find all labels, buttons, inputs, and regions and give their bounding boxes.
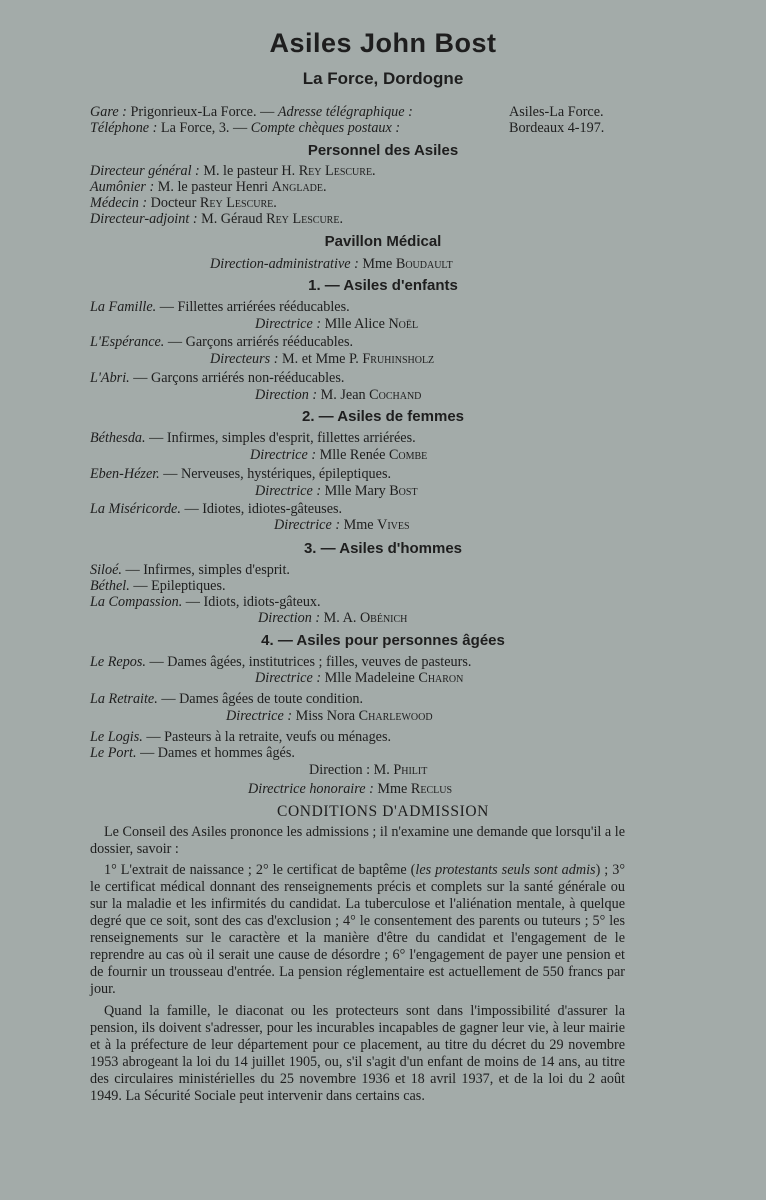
asile-description: — Garçons arriérés non-rééducables. (133, 370, 345, 386)
text-run-italic: les protestants seuls sont admis (415, 862, 596, 878)
pavillon-name: Boudault (395, 256, 453, 272)
asile-director (210, 351, 434, 367)
staff-prefix: Docteur (150, 195, 197, 211)
text-run: 1° L'extrait de naissance ; 2° le certificat de baptême ( (104, 862, 416, 878)
staff-role: Médecin : (90, 195, 148, 211)
asile-director (309, 762, 427, 778)
asile-name: La Miséricorde. (90, 501, 181, 517)
telegraph-label: Adresse télégraphique : (277, 104, 413, 120)
asile-name: Le Logis. (90, 729, 143, 745)
asile-entry (90, 729, 391, 745)
asile-entry (90, 691, 363, 707)
asile-description: — Idiotes, idiotes-gâteuses. (184, 501, 343, 517)
asile-name: Le Port. (90, 745, 137, 761)
phone-label: Téléphone : (90, 120, 158, 136)
asile-director (255, 670, 463, 686)
asile-name: Béthel. (90, 578, 130, 594)
asile-name: Béthesda. (90, 430, 146, 446)
asile-description: — Garçons arriérés rééducables. (167, 334, 354, 350)
pavillon-prefix: Mme (362, 256, 393, 272)
asile-name: L'Espérance. (90, 334, 165, 350)
asile-entry (90, 745, 295, 761)
staff-name: Rey Lescure. (298, 163, 376, 179)
director-name: Vives (377, 517, 410, 533)
conditions-paragraph-1 (90, 862, 625, 998)
asile-entry (90, 334, 353, 350)
director-name: Fruhinsholz (362, 351, 435, 367)
director-role: Directrice : (255, 670, 322, 686)
director-role: Directrice honoraire : (248, 781, 374, 797)
asile-description: — Infirmes, simples d'esprit. (125, 562, 290, 578)
staff-name: Anglade. (271, 179, 327, 195)
asile-name: La Compassion. (90, 594, 183, 610)
asile-director (274, 517, 410, 533)
director-role: Directeurs : (210, 351, 279, 367)
phone-value: La Force, 3. (160, 120, 230, 136)
director-name: Reclus (410, 781, 453, 797)
asile-entry (90, 594, 321, 610)
director-name: Charlewood (358, 708, 433, 724)
ages-heading: 4. — Asiles pour personnes âgées (261, 632, 505, 649)
asile-entry (90, 299, 350, 315)
director-role: Direction : (255, 387, 318, 403)
asile-name: Eben-Hézer. (90, 466, 160, 482)
director-prefix: Mlle Mary (324, 483, 386, 499)
contact-line-1 (90, 104, 413, 120)
staff-row (90, 163, 376, 179)
asile-director-honoraire (248, 781, 452, 797)
director-prefix: Miss Nora (295, 708, 356, 724)
director-prefix: Mlle Madeleine (324, 670, 415, 686)
asile-description: — Dames âgées de toute condition. (161, 691, 364, 707)
conditions-heading: CONDITIONS D'ADMISSION (277, 803, 489, 820)
director-name: Cochand (369, 387, 422, 403)
staff-name: Rey Lescure. (199, 195, 277, 211)
text-run: ) ; 3° le certificat médical donnant des renseignements précis et complets sur la santé générale ou sur la maladie et les infirmités du candidat. La tuberculose et l'aliénation mentale, à quelque degré que ce soit, sont des cas d'exclusion ; 4° le consentement des parents ou tuteurs ; 5° les renseignements sur le caractère et la manière d'être du candidat et l'engagement de le reprendre au cas où il serait une cause de désordre ; 6° l'engagement de payer une pension et de fournir un trousseau d'entrée. La pension réglementaire est actuellement de 550 francs par jour. (90, 862, 626, 997)
asile-entry (90, 562, 290, 578)
asile-description: — Dames âgées, institutrices ; filles, veuves de pasteurs. (149, 654, 472, 670)
asile-director (250, 447, 427, 463)
asile-name: La Retraite. (90, 691, 158, 707)
director-role: Directrice : (255, 483, 322, 499)
conditions-intro: Le Conseil des Asiles prononce les admissions ; il n'examine une demande que lorsqu'il a le dossier, savoir : (90, 824, 625, 857)
asile-entry (90, 578, 226, 594)
asile-name: L'Abri. (90, 370, 130, 386)
director-name: Charon (418, 670, 464, 686)
asile-name: Le Repos. (90, 654, 146, 670)
asile-name: Siloé. (90, 562, 122, 578)
cheques-value: Bordeaux 4-197. (509, 120, 605, 136)
asile-description: — Fillettes arriérées rééducables. (159, 299, 350, 315)
pavillon-role: Direction-administrative : (210, 256, 359, 272)
asile-description: — Infirmes, simples d'esprit, fillettes arriérées. (149, 430, 416, 446)
director-prefix: M. A. (323, 610, 357, 626)
director-prefix: Mme (343, 517, 374, 533)
asile-entry (90, 501, 342, 517)
director-prefix: M. Jean (320, 387, 366, 403)
director-name: Bost (389, 483, 418, 499)
director-role: Direction : (258, 610, 321, 626)
director-role: Directrice : (226, 708, 293, 724)
asile-entry (90, 370, 344, 386)
director-name: Noël (388, 316, 419, 332)
asile-director (255, 483, 418, 499)
document-subtitle: La Force, Dordogne (302, 69, 464, 88)
cheques-label: Compte chèques postaux : (250, 120, 401, 136)
director-prefix: Mme (377, 781, 408, 797)
femmes-heading: 2. — Asiles de femmes (301, 408, 465, 425)
director-name: Philit (393, 762, 428, 778)
conditions-paragraph-2: Quand la famille, le diaconat ou les protecteurs sont dans l'impossibilité d'assurer la pension, ils doivent s'adresser, pour les incurables incapables de gagner leur vie, à leur mairie et à la préfecture de leur département pour ce placement, au titre du décret du 29 novembre 1953 abrogeant la loi du 14 juillet 1905, ou, s'il s'agit d'un enfant de moins de 14 ans, au titre des circulaires ministérielles du 25 novembre 1936 et 18 avril 1937, et de la loi du 2 août 1949. La Sécurité Sociale peut intervenir dans certains cas. (90, 1003, 625, 1104)
dash: — (233, 120, 248, 136)
gare-label: Gare : (90, 104, 127, 120)
enfants-heading: 1. — Asiles d'enfants (308, 277, 458, 294)
contact-line-2 (90, 120, 400, 136)
telegraph-value: Asiles-La Force. (509, 104, 604, 120)
asile-entry (90, 430, 416, 446)
staff-name: Rey Lescure. (266, 211, 344, 227)
director-role: Directrice : (250, 447, 317, 463)
director-role: Directrice : (274, 517, 341, 533)
document-title: Asiles John Bost (269, 28, 497, 58)
staff-prefix: M. le pasteur H. (203, 163, 296, 179)
staff-role: Directeur général : (90, 163, 200, 179)
asile-description: — Idiots, idiots-gâteux. (185, 594, 321, 610)
director-prefix: Mlle Renée (319, 447, 386, 463)
staff-row (90, 179, 327, 195)
dash: — (260, 104, 275, 120)
asile-description: — Nerveuses, hystériques, épileptiques. (163, 466, 392, 482)
staff-role: Aumônier : (90, 179, 155, 195)
pavillon-direction (210, 256, 453, 272)
staff-row (90, 195, 277, 211)
director-name: Combe (388, 447, 428, 463)
staff-role: Directeur-adjoint : (90, 211, 198, 227)
asile-director (226, 708, 433, 724)
gare-value: Prigonrieux-La Force. (130, 104, 257, 120)
asile-entry (90, 466, 391, 482)
hommes-heading: 3. — Asiles d'hommes (303, 540, 463, 557)
director-prefix: M. et Mme P. (281, 351, 359, 367)
director-role: Direction : M. (309, 762, 390, 778)
staff-heading: Personnel des Asiles (307, 142, 459, 159)
staff-row (90, 211, 343, 227)
asile-description: — Pasteurs à la retraite, veufs ou ménages. (146, 729, 392, 745)
asile-director (255, 316, 418, 332)
asile-director (258, 610, 407, 626)
pavillon-heading: Pavillon Médical (324, 233, 442, 250)
asile-director (255, 387, 421, 403)
director-role: Directrice : (255, 316, 322, 332)
asile-description: — Epileptiques. (133, 578, 226, 594)
staff-prefix: M. le pasteur Henri (157, 179, 269, 195)
director-name: Obénich (359, 610, 408, 626)
asile-entry (90, 654, 471, 670)
asile-name: La Famille. (90, 299, 157, 315)
asile-description: — Dames et hommes âgés. (140, 745, 295, 761)
staff-prefix: M. Géraud (201, 211, 263, 227)
director-prefix: Mlle Alice (324, 316, 385, 332)
